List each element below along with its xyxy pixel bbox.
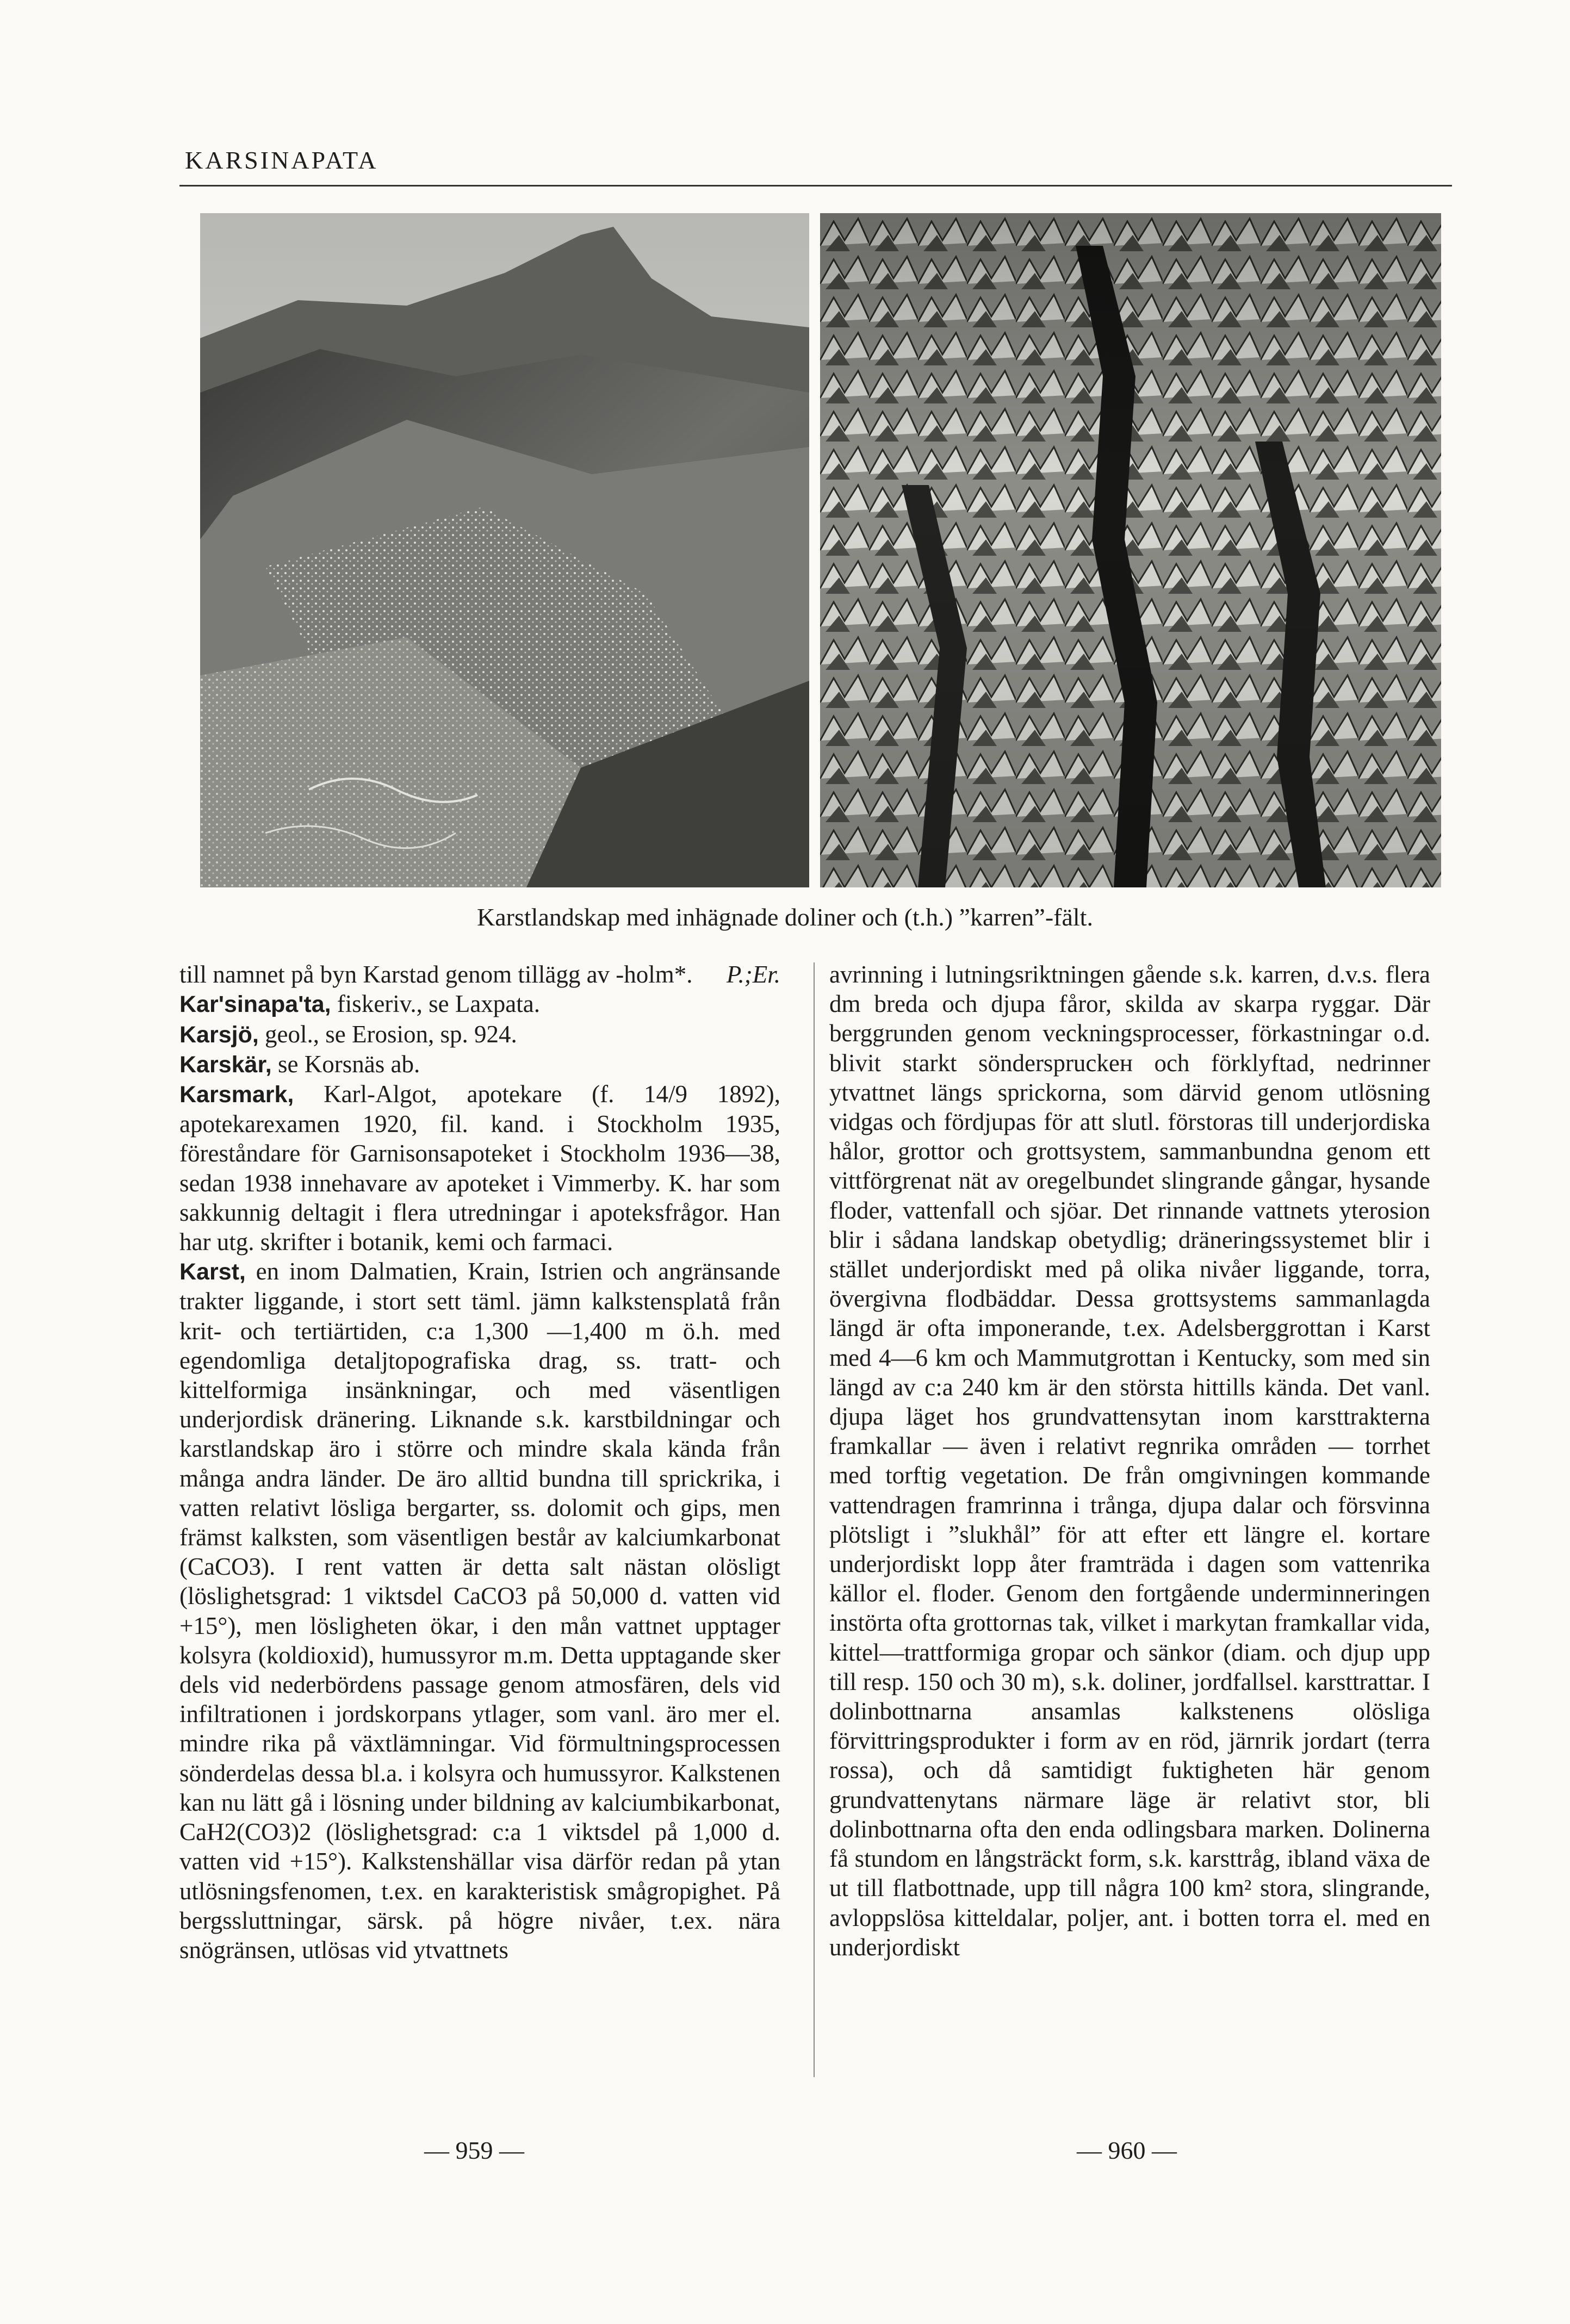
author-signature: P.;Er. — [726, 961, 780, 989]
page-number-right: — 960 — — [1077, 2136, 1177, 2164]
karren-field-image — [820, 213, 1441, 887]
left-column — [179, 960, 780, 1965]
entry-karskar: Karskär, se Korsnäs ab. — [179, 1050, 420, 1078]
headword: Kar'sinapa'ta, — [179, 991, 331, 1018]
entry-karsjo: Karsjö, geol., se Erosion, sp. 924. — [179, 1020, 517, 1048]
entry-karsmark: Karsmark, Karl-Algot, apotekare (f. 14/9 1892), apotekarexamen 1920, fil. kand. i Stockholm 1935, föreståndare för Garnisonsapoteket i Stockholm 1936—38, sedan 1938 innehavare av apoteket i Vimmerby. K. har som sakkunnig deltagit i flera utredningar i apoteksfrågor. Han har utg. skrifter i botanik, kemi och farmaci. — [179, 1080, 780, 1256]
entry-karsinapata: Kar'sinapa'ta, fiskeriv., se Laxpata. — [179, 990, 540, 1018]
headword: Karskär, — [179, 1051, 272, 1078]
headword: Karsjö, — [179, 1021, 259, 1048]
karst-landscape-photo — [200, 213, 809, 887]
page-number-left: — 959 — — [424, 2136, 524, 2164]
entry-continuation: till namnet på byn Karstad genom tillägg av -holm*. — [179, 961, 693, 988]
column-divider — [814, 962, 815, 2077]
header-rule — [179, 185, 1452, 187]
entry-karst-continued: avrinning i lutningsriktningen gående s.k. karren, d.v.s. flera dm breda och djupa fåror, skilda av skarpa ryggar. Där berggrunden genom veckningsprocesser, förkastningar o.d. blivit starkt sönderspruckен och förklyftad, nedrinner ytvattnet längs sprickorna, som därvid genom utlösning vidgas och fördjupas för att slutl. förstoras till underjordiska hålor, grottor och grottsystem, sammanbundna genom ett vittförgrenat nät av oregelbundet slingrande gångar, hysande floder, vattenfall och sjöar. Det rinnande vattnets yterosion blir i sådana landskap obetydlig; dräneringssystemet blir i stället underjordiskt med på olika nivåer liggande, torra, övergivna flodbäddar. Dessa grottsystems sammanlagda längd är ofta imponerande, t.ex. Adelsberggrottan i Karst med 4—6 km och Mammutgrottan i Kentucky, som med sin längd av c:a 240 km är den största hittills kända. Det vanl. djupa läget hos grundvattensytan inom karsttrakterna framkallar — även i relativt regnrika områden — torrhet med torftig vegetation. De från omgivningen kommande vattendragen framrinna i trånga, djupa dalar och försvinna plötsligt i ”slukhål” för att efter ett längre el. kortare underjordiskt lopp åter framträda i dagen som vattenrika källor el. floder. Genom den fortgående underminneringen instörta ofta grottornas tak, vilket i markytan framkallar vida, kittel—trattformiga gropar och sänkor (diam. och djup upp till resp. 150 och 30 m), s.k. doliner, jordfallsel. karsttrattar. I dolinbottnarna ansamlas kalkstenens olösliga förvittringsprodukter i form av en röd, järnrik jordart (terra rossa), och då samtidigt fuktigheten här genom grundvattenytans närmare läge är relativt stor, bli dolinbottnarna ofta den enda odlingsbara marken. Dolinerna få stundom en långsträckt form, s.k. karsttråg, ibland växa de ut till flatbottnade, upp till några 100 km² stora, slingrande, avloppslösa kitteldalar, poljer, ant. i botten torra el. med en underjordiskt — [829, 961, 1430, 1961]
entry-karst: Karst, en inom Dalmatien, Krain, Istrien och angränsande trakter liggande, i stort sett täml. jämn kalkstensplatå från krit- och tertiärtiden, c:a 1,300 —1,400 m ö.h. med egendomliga detaljtopografiska drag, ss. tratt- och kittelformiga insänkningar, och med väsentligen underjordisk dränering. Liknande s.k. karstbildningar och karstlandskap äro i större och mindre skala kända från många andra länder. De äro alltid bundna till sprickrika, i vatten relativt lösliga bergarter, ss. dolomit och gips, men främst kalksten, som väsentligen består av kalciumkarbonat (CaCO3). I rent vatten är detta salt nästan olösligt (löslighetsgrad: 1 viktsdel CaCO3 på 50,000 d. vatten vid +15°), men lösligheten ökar, i den mån vattnet upptager kolsyra (koldioxid), humussyror m.m. Detta upptagande sker dels vid nederbördens passage genom atmosfären, dels vid infiltrationen i jordskorpans ytlager, som vanl. äro mer el. mindre rika på växtlämningar. Vid förmultningsprocessen sönderdelas dessa bl.a. i kolsyra och humussyror. Kalkstenen kan nu lätt gå i lösning under bildning av kalciumbikarbonat, CaH2(CO3)2 (löslighetsgrad: c:a 1 viktsdel på 1,000 d. vatten vid +15°). Kalkstenshällar visa därför redan på ytan utlösningsfenomen, t.ex. en karakteristisk smågropighet. På bergssluttningar, särsk. på högre nivåer, t.ex. nära snögränsen, utlösas vid ytvattnets — [179, 1258, 780, 1963]
karst-landscape-image — [200, 213, 809, 887]
running-title: KARSINAPATA — [185, 146, 378, 174]
headword: Karst, — [179, 1259, 246, 1285]
headword: Karsmark, — [179, 1082, 294, 1108]
karren-field-photo — [820, 213, 1441, 887]
right-column — [829, 960, 1430, 1962]
figure-caption: Karstlandskap med inhägnade doliner och (t.h.) ”karren”-fält. — [477, 903, 1093, 931]
